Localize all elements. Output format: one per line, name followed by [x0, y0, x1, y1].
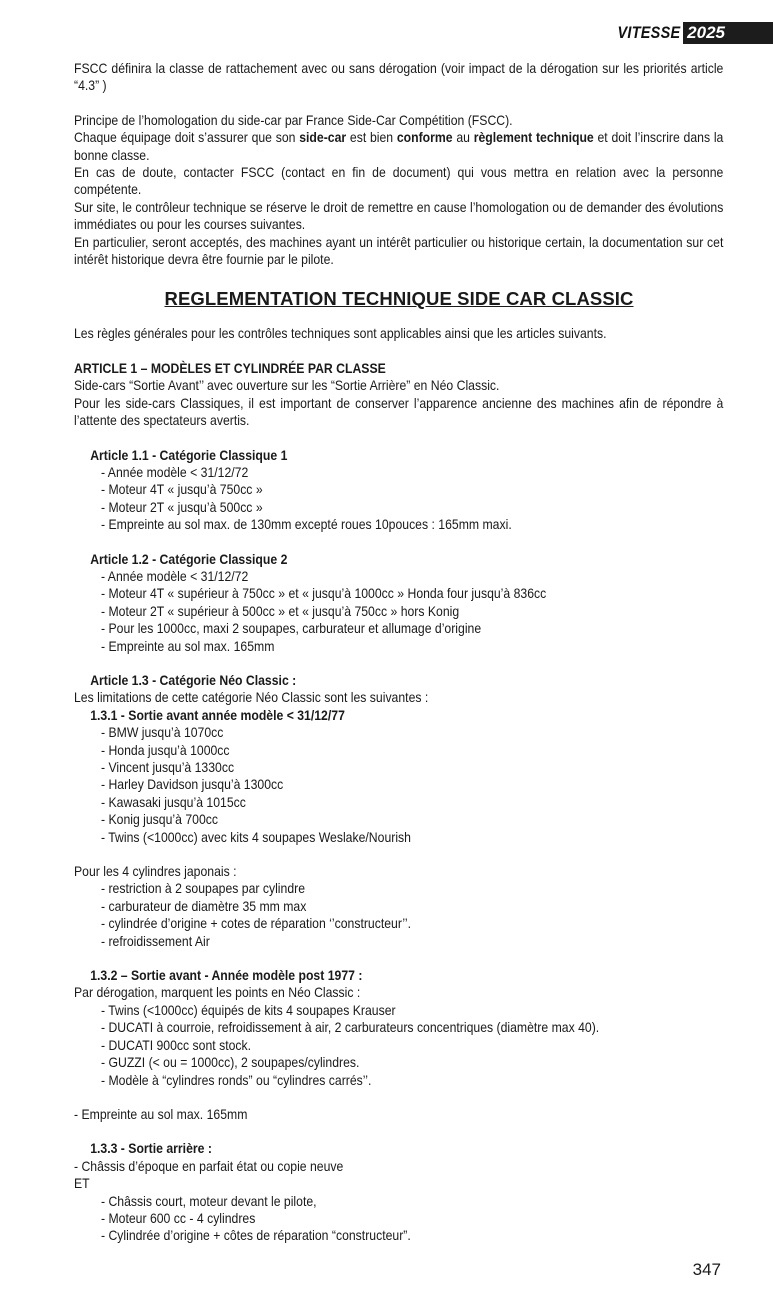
article-1-2-list	[74, 568, 723, 655]
intro-paragraph-3: Chaque équipage doit s’assurer que son side-car est bien conforme au règlement technique et doit l’inscrire dans la bonne classe.	[74, 130, 724, 163]
list-item: - Moteur 2T « supérieur à 500cc » et « jusqu’à 750cc » hors Konig	[101, 603, 460, 619]
list-item: - Vincent jusqu’à 1330cc	[101, 760, 235, 775]
intro-paragraph-6: En particulier, seront acceptés, des machines ayant un intérêt particulier ou historique certain, la documentation sur cet intérêt historique devra être fournie par le pilote.	[74, 234, 724, 268]
article-1-line-1: Side-cars “Sortie Avant’’ avec ouverture sur les “Sortie Arrière” en Néo Classic.	[74, 378, 500, 394]
section-1-3-3-line-1: - Châssis d’époque en parfait état ou copie neuve	[74, 1158, 344, 1174]
list-item: - Moteur 4T « supérieur à 750cc » et « jusqu’à 1000cc » Honda four jusqu’à 836cc	[101, 586, 547, 602]
list-item: - Année modèle < 31/12/72	[101, 464, 249, 480]
intro-paragraph-5: Sur site, le contrôleur technique se réserve le droit de remettre en cause l’homologation ou de demander des évolutions immédiates ou pour les courses suivantes.	[74, 199, 724, 233]
list-item: - Empreinte au sol max. de 130mm excepté roues 10pouces : 165mm maxi.	[101, 517, 512, 533]
list-item: - Twins (<1000cc) équipés de kits 4 soupapes Krauser	[101, 1002, 396, 1018]
japanese-4-cyl-list	[74, 880, 723, 950]
list-item: - Twins (<1000cc) avec kits 4 soupapes Weslake/Nourish	[101, 829, 411, 845]
list-item: - Harley Davidson jusqu’à 1300cc	[101, 777, 284, 793]
list-item: - refroidissement Air	[101, 933, 210, 949]
section-1-3-2-intro: Par dérogation, marquent les points en Néo Classic :	[74, 985, 361, 1001]
list-item: - Kawasaki jusqu’à 1015cc	[101, 794, 246, 810]
article-1-3-intro: Les limitations de cette catégorie Néo Classic sont les suivantes :	[74, 690, 429, 706]
list-item: - DUCATI 900cc sont stock.	[101, 1037, 252, 1053]
list-item: - Moteur 2T « jusqu’à 500cc »	[101, 499, 263, 515]
list-item: - Konig jusqu’à 700cc	[101, 812, 218, 828]
list-item: - Honda jusqu’à 1000cc	[101, 742, 230, 758]
section-1-3-1-heading: 1.3.1 - Sortie avant année modèle < 31/12/77	[90, 707, 345, 723]
section-1-3-3-list	[74, 1193, 723, 1245]
article-1-line-2: Pour les side-cars Classiques, il est important de conserver l’apparence ancienne des machines afin de répondre à l’attente des spectateurs avertis.	[74, 395, 724, 429]
list-item: - Cylindrée d’origine + côtes de réparation “constructeur”.	[101, 1228, 411, 1244]
header-brand: VITESSE	[617, 23, 681, 42]
list-item: - Moteur 4T « jusqu’à 750cc »	[101, 482, 263, 498]
intro-paragraph-4: En cas de doute, contacter FSCC (contact en fin de document) qui vous mettra en relation avec la personne compétente.	[74, 165, 724, 198]
page-number: 347	[692, 1260, 721, 1279]
general-rules-text: Les règles générales pour les contrôles techniques sont applicables ainsi que les articles suivants.	[74, 326, 607, 342]
list-item: - Modèle à “cylindres ronds” ou “cylindres carrés’’.	[101, 1072, 372, 1088]
list-item: - Pour les 1000cc, maxi 2 soupapes, carburateur et allumage d’origine	[101, 621, 482, 637]
list-item: - cylindrée d’origine + cotes de réparation ‘’constructeur’’.	[101, 916, 411, 932]
article-1-2-heading: Article 1.2 - Catégorie Classique 2	[90, 551, 288, 567]
list-item: - Empreinte au sol max. 165mm	[101, 638, 275, 654]
section-1-3-1-list	[74, 724, 723, 846]
page-header-banner	[606, 22, 773, 44]
list-item: - GUZZI (< ou = 1000cc), 2 soupapes/cylindres.	[101, 1055, 360, 1071]
article-1-1-heading: Article 1.1 - Catégorie Classique 1	[90, 447, 288, 463]
article-1-heading: ARTICLE 1 – MODÈLES ET CYLINDRÉE PAR CLASSE	[74, 360, 386, 376]
japanese-4-cyl-intro: Pour les 4 cylindres japonais :	[74, 864, 237, 880]
list-item: - restriction à 2 soupapes par cylindre	[101, 881, 306, 897]
list-item: - DUCATI à courroie, refroidissement à air, 2 carburateurs concentriques (diamètre max 40).	[101, 1020, 600, 1036]
section-1-3-2-list	[74, 1002, 723, 1089]
list-item: - Année modèle < 31/12/72	[101, 568, 249, 584]
list-item: - Moteur 600 cc - 4 cylindres	[101, 1210, 256, 1226]
document-body	[74, 60, 724, 1245]
intro-paragraph-1: FSCC définira la classe de rattachement avec ou sans dérogation (voir impact de la dérogation sur les priorités article “4.3” )	[74, 61, 724, 94]
footprint-line: - Empreinte au sol max. 165mm	[74, 1106, 248, 1122]
article-1-3-heading: Article 1.3 - Catégorie Néo Classic :	[90, 672, 297, 688]
section-1-3-3-line-2: ET	[74, 1176, 90, 1192]
list-item: - BMW jusqu’à 1070cc	[101, 725, 224, 741]
list-item: - carburateur de diamètre 35 mm max	[101, 898, 307, 914]
section-1-3-3-heading: 1.3.3 - Sortie arrière :	[90, 1141, 212, 1157]
header-year: 2025	[683, 22, 773, 44]
article-1-1-list	[74, 464, 723, 534]
section-1-3-2-heading: 1.3.2 – Sortie avant - Année modèle post 1977 :	[90, 968, 363, 984]
intro-paragraph-2: Principe de l’homologation du side-car par France Side-Car Compétition (FSCC).	[74, 112, 513, 128]
page-title: REGLEMENTATION TECHNIQUE SIDE CAR CLASSIC	[164, 288, 634, 310]
list-item: - Châssis court, moteur devant le pilote,	[101, 1193, 317, 1209]
